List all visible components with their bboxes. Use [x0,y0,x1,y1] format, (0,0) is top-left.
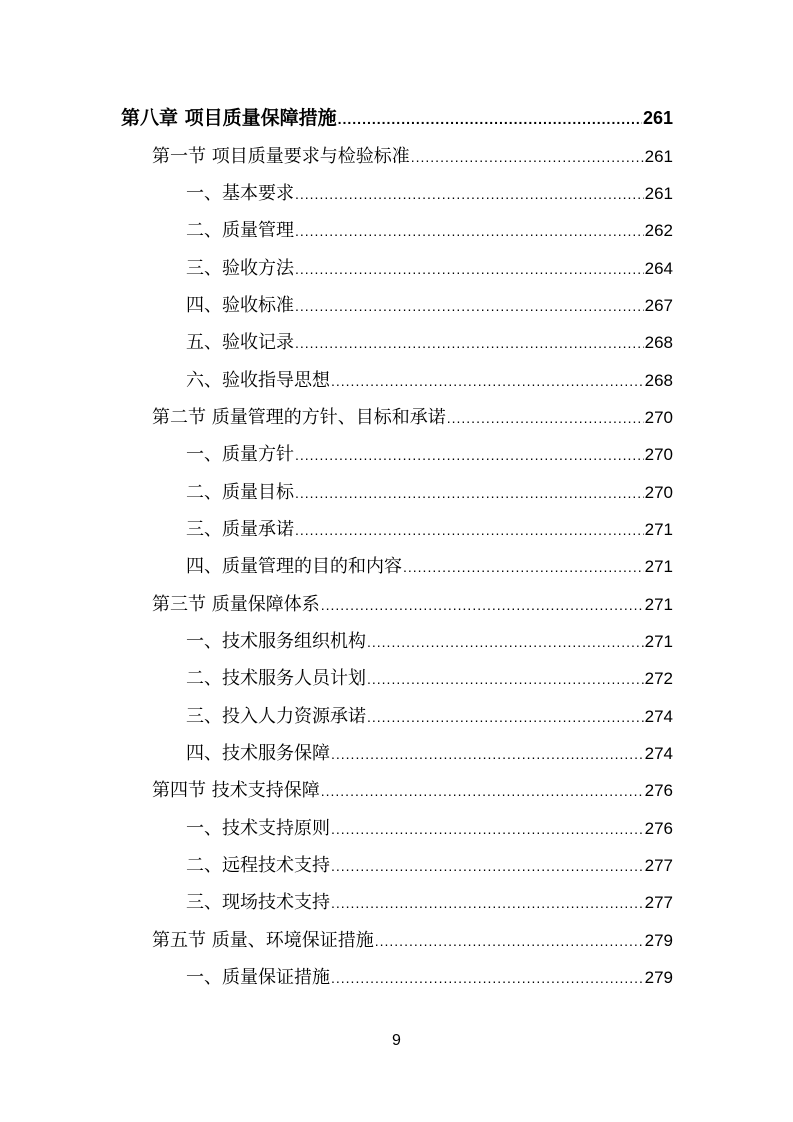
toc-entry-item[interactable] [186,623,673,660]
dot-leader [367,661,644,698]
toc-entry-page: 277 [644,856,673,875]
toc-entry-label: 二、质量目标 [186,482,294,503]
toc-entry-page: 261 [642,108,673,128]
toc-entry-item[interactable] [186,175,673,212]
toc-entry-page: 262 [644,221,673,240]
toc-entry-page: 270 [644,445,673,464]
toc-entry-item[interactable] [186,474,673,511]
toc-entry-label: 五、验收记录 [186,332,294,353]
toc-entry-label: 二、质量管理 [186,220,294,241]
toc-entry-page: 261 [644,184,673,203]
page-number: 9 [392,1032,401,1049]
toc-entry-label: 一、质量保证措施 [186,967,330,988]
dot-leader [331,811,644,848]
toc-entry-label: 第四节 技术支持保障 [152,780,320,801]
toc-entry-label: 四、技术服务保障 [186,743,330,764]
dot-leader [295,437,644,474]
toc-entry-item[interactable] [186,884,673,921]
toc-entry-page: 279 [644,931,673,950]
toc-entry-label: 第五节 质量、环境保证措施 [152,930,374,951]
toc-entry-page: 261 [644,147,673,166]
toc-entry-section-1[interactable] [152,138,673,175]
dot-leader [447,400,644,437]
toc-entry-label: 一、技术支持原则 [186,818,330,839]
toc-entry-label: 四、质量管理的目的和内容 [186,556,402,577]
dot-leader [331,848,644,885]
dot-leader [295,213,644,250]
dot-leader [331,960,644,997]
toc-entry-item[interactable] [186,324,673,361]
toc-entry-label: 第八章 项目质量保障措施 [121,107,337,129]
dot-leader [338,101,642,138]
toc-entry-chapter-8[interactable] [121,100,673,137]
toc-entry-label: 三、验收方法 [186,258,294,279]
dot-leader [295,176,644,213]
toc-entry-label: 一、质量方针 [186,444,294,465]
toc-entry-page: 271 [644,632,673,651]
toc-entry-item[interactable] [186,735,673,772]
toc-entry-page: 268 [644,333,673,352]
toc-entry-label: 第二节 质量管理的方针、目标和承诺 [152,407,446,428]
toc-entry-item[interactable] [186,362,673,399]
toc-entry-page: 274 [644,744,673,763]
toc-entry-label: 第一节 项目质量要求与检验标准 [152,146,410,167]
toc-entry-page: 279 [644,968,673,987]
dot-leader [403,549,644,586]
toc-entry-label: 六、验收指导思想 [186,370,330,391]
dot-leader [321,587,644,624]
toc-entry-item[interactable] [186,511,673,548]
dot-leader [331,885,644,922]
toc-entry-label: 二、远程技术支持 [186,855,330,876]
dot-leader [295,512,644,549]
dot-leader [367,624,644,661]
toc-entry-item[interactable] [186,250,673,287]
toc-entry-item[interactable] [186,847,673,884]
toc-entry-item[interactable] [186,548,673,585]
dot-leader [367,699,644,736]
toc-entry-section-5[interactable] [152,922,673,959]
toc-entry-page: 271 [644,520,673,539]
toc-entry-label: 第三节 质量保障体系 [152,594,320,615]
toc-entry-label: 一、技术服务组织机构 [186,631,366,652]
dot-leader [295,325,644,362]
toc-entry-page: 277 [644,893,673,912]
toc-entry-page: 271 [644,557,673,576]
toc-entry-label: 一、基本要求 [186,183,294,204]
toc-entry-item[interactable] [186,212,673,249]
toc-entry-label: 三、质量承诺 [186,519,294,540]
toc-entry-item[interactable] [186,287,673,324]
dot-leader [411,139,644,176]
toc-entry-label: 三、投入人力资源承诺 [186,706,366,727]
toc-entry-item[interactable] [186,698,673,735]
toc-entry-item[interactable] [186,959,673,996]
dot-leader [321,773,644,810]
dot-leader [331,363,644,400]
toc-entry-page: 274 [644,707,673,726]
toc-entry-page: 267 [644,296,673,315]
dot-leader [295,475,644,512]
toc-entry-page: 271 [644,595,673,614]
toc-entry-item[interactable] [186,436,673,473]
toc-entry-label: 二、技术服务人员计划 [186,668,366,689]
toc-entry-section-4[interactable] [152,772,673,809]
toc-entry-page: 276 [644,819,673,838]
toc-entry-label: 三、现场技术支持 [186,892,330,913]
toc-entry-label: 四、验收标准 [186,295,294,316]
toc-entry-page: 268 [644,371,673,390]
toc-entry-item[interactable] [186,810,673,847]
toc-entry-section-2[interactable] [152,399,673,436]
dot-leader [295,251,644,288]
toc-entry-section-3[interactable] [152,586,673,623]
toc-entry-page: 276 [644,781,673,800]
toc-entry-page: 264 [644,259,673,278]
toc-entry-page: 272 [644,669,673,688]
toc-entry-page: 270 [644,483,673,502]
dot-leader [375,923,644,960]
dot-leader [331,736,644,773]
toc-entry-page: 270 [644,408,673,427]
toc-entry-item[interactable] [186,660,673,697]
dot-leader [295,288,644,325]
